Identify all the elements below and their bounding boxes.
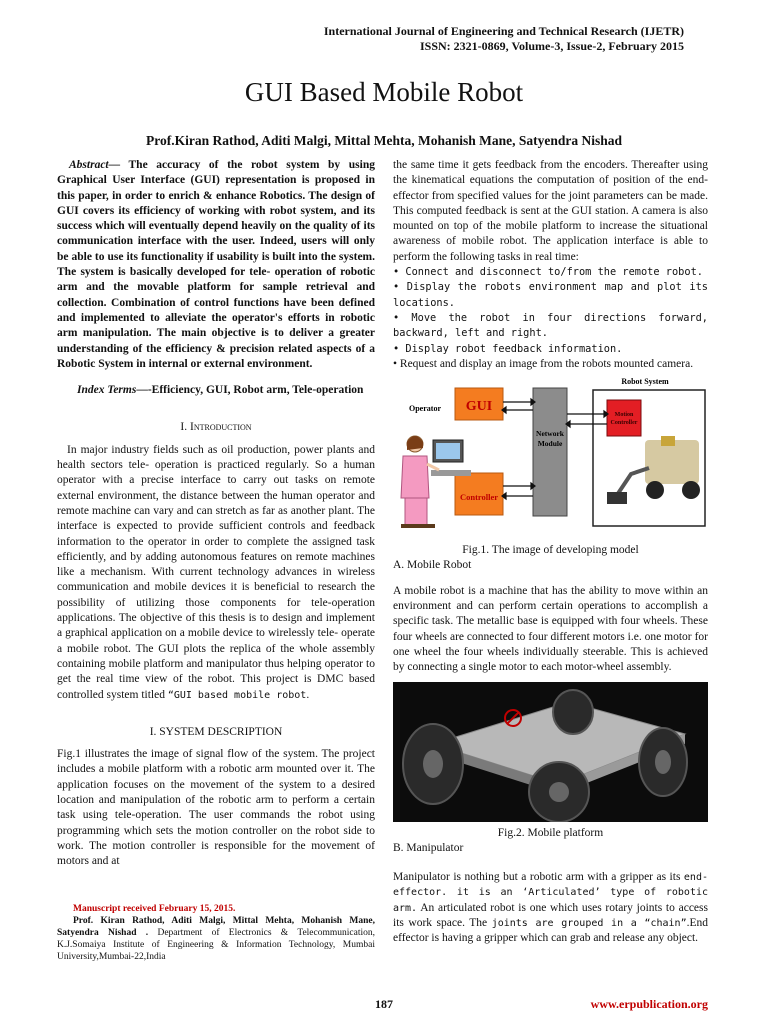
figure-2-image <box>393 682 708 822</box>
task-item: • Request and display an image from the robots mounted camera. <box>393 357 694 370</box>
section-heading-system: I. SYSTEM DESCRIPTION <box>149 725 283 738</box>
subsection-manipulator: B. Manipulator <box>393 841 464 854</box>
publisher-website: www.erpublication.org <box>590 997 708 1011</box>
network-module-box <box>533 388 567 516</box>
journal-name: International Journal of Engineering and Technical Research (IJETR) <box>323 24 684 38</box>
signal-flow-diagram <box>393 378 708 543</box>
figure-1-caption: Fig.1. The image of developing model <box>462 544 639 557</box>
intro-text: In major industry fields such as oil production, power plants and health sectors tele- operation is practiced regularly. So a human operator with a precise interface to carry out tasks on remote external environment, the distance between the human operator and remote machine can vary and can stretch as far as another plant. The interface is expected to provide sufficient controls and feedback information to the operator in order to complete the assigned task efficiently, and by adding autonomous features on remote machines like a mechanism. With current technology advances in wireless communication and mobile devices it is beneficial to research the possibility of utilizing those components for tele-operation applications. The objective of this thesis is to design and implement a graphical application on a mobile device to wirelessly tele- operate a mobile robot. The GUI plots the replica of the whole assembly containing mobile platform and manipulator thus helping operator to get the real time view of the robot. This project is DMC based controlled system titled <box>57 443 375 701</box>
abstract-label: Abstract— <box>69 159 121 171</box>
intro-project-title: “GUI based mobile robot <box>167 689 307 701</box>
gui-label: GUI <box>465 399 493 415</box>
mobile-platform-photo <box>393 682 708 822</box>
footnote-author-names: Prof. Kiran Rathod, Aditi Malgi, Mittal Mehta, Mohanish Mane, Satyendra Nishad . <box>57 916 375 939</box>
manipulator-mono-2: joints are grouped in a “chain” <box>491 918 687 930</box>
journal-header <box>0 24 684 54</box>
intro-end: . <box>306 688 310 701</box>
operator-label: Operator <box>409 404 441 414</box>
page-number: 187 <box>375 997 393 1011</box>
figure-1-diagram <box>393 378 708 543</box>
right-column <box>393 158 708 947</box>
author-affiliation <box>57 915 375 963</box>
right-paragraph-1: the same time it gets feedback from the encoders. Thereafter using the kinematical equations the computation of position of the end-effector from specified values for the joint parameters can be made. This computed feedback is sent at the GUI station. A camera is also mounted on top of the mobile platform to increase the situational awareness of mobile robot. The application interface is able to perform the following tasks in real time: <box>393 159 708 263</box>
manipulator-paragraph <box>393 870 708 946</box>
figure-2-caption: Fig.2. Mobile platform <box>497 826 604 839</box>
author-list: Prof.Kiran Rathod, Aditi Malgi, Mittal Mehta, Mohanish Mane, Satyendra Nishad <box>145 133 622 148</box>
motion-controller-box <box>607 400 641 436</box>
robot-arm-illustration <box>607 436 700 504</box>
section-number: I. <box>180 421 188 434</box>
manipulator-text-1: Manipulator is nothing but a robotic arm with a gripper as its <box>393 871 684 884</box>
section-heading-introduction <box>57 420 375 435</box>
manipulator-mono-1: end-effector. it is an ‘Articulated’ type of robotic arm. <box>393 872 708 914</box>
manuscript-received: Manuscript received February 15, 2015. <box>73 904 236 915</box>
footnote-affiliation: Department of Electronics & Telecommunication, K.J.Somaiya Institute of Engineering & Information Technology, Mumbai University,Mumbai-22,India <box>57 928 376 963</box>
paper-title: GUI Based Mobile Robot <box>244 77 524 107</box>
section-title: Introduction <box>189 421 252 434</box>
manipulator-text-2: An articulated robot is one which uses rotary joints to access its work space. The <box>393 901 708 930</box>
intro-paragraph <box>57 443 375 703</box>
task-item: • Display the robots environment map and plot its locations. <box>393 281 708 309</box>
task-list <box>393 265 708 372</box>
task-item: • Connect and disconnect to/from the remote robot. <box>393 266 703 279</box>
task-item: • Move the robot in four directions forward, backward, left and right. <box>393 311 708 340</box>
subsection-mobile-robot: A. Mobile Robot <box>393 559 472 572</box>
motion-controller-label: Controller <box>610 420 638 427</box>
system-paragraph: Fig.1 illustrates the image of signal flow of the system. The project includes a mobile platform with a robotic arm mounted over it. The application focuses on the movement of the system to a desired location and manipulation of the robotic arm to perform a certain task using tele-operation. The user commands the robot using programming which sets the motion controller on the robot side to work. The motion controller is responsible for the movement of motors and at <box>57 748 375 868</box>
mobile-robot-paragraph: A mobile robot is a machine that has the ability to move within an environment and can perform certain operations to accomplish a specific task. The metallic base is equipped with four wheels. These four wheels are connected to four different motors i.e. one motor for one wheel the four wheels individually steerable. This is achieved by connecting a single motor to each motor-wheel assembly. <box>393 584 708 674</box>
footnote <box>57 903 375 963</box>
left-column <box>57 158 375 963</box>
index-terms-label: Index Terms <box>77 384 137 397</box>
abstract <box>57 158 375 372</box>
index-terms-text: —-Efficiency, GUI, Robot arm, Tele-operation <box>136 384 364 397</box>
journal-issn: ISSN: 2321-0869, Volume-3, Issue-2, February 2015 <box>419 39 684 53</box>
network-label: Network <box>536 429 564 439</box>
motion-label: Motion <box>614 412 634 419</box>
robot-system-label: Robot System <box>621 378 669 387</box>
task-item: • Display robot feedback information. <box>393 342 623 355</box>
controller-label: Controller <box>459 492 499 503</box>
module-label: Module <box>537 439 563 449</box>
abstract-text: The accuracy of the robot system by using Graphical User Interface (GUI) representation is proposed in this paper, in order to enrich & enhance Robotics. The design of GUI covers its efficiency of working with robot system, and its success which will eventually depend heavily on the quality of its communication interface with the user. Indeed, users will only be able to use its functionality if usability is built into the system. The system is basically developed for tele- operation of robotic arm and the movable platform for sample retrieval and collection. Combination of control functions have been defined and implemented to alleviate the operator's efforts in robotic arm manipulation. The main objective is to deliver a greater understanding of the efficiency & precision related aspects of a Robotic System in internal or external environment. <box>57 159 375 370</box>
index-terms <box>57 383 375 398</box>
manipulator-text-3: .End effector is having a gripper which can grab and release any object. <box>393 917 709 945</box>
